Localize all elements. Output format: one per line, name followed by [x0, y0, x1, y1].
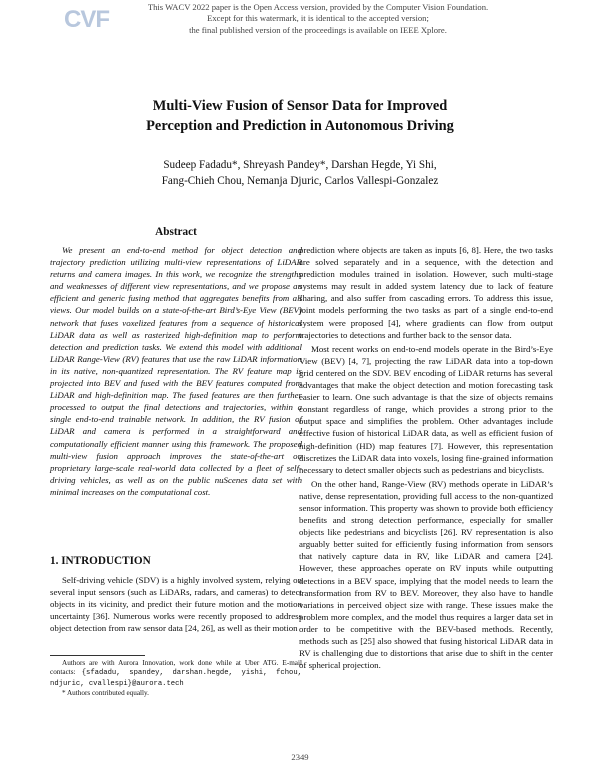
svg-text:CVF: CVF — [64, 6, 109, 31]
authors-line-1: Sudeep Fadadu*, Shreyash Pandey*, Darshan Hegde, Yi Shi, — [163, 159, 437, 171]
authors-line-2: Fang-Chieh Chou, Nemanja Djuric, Carlos Vallespi-Gonzalez — [161, 174, 439, 187]
right-paragraph-1: prediction where objects are taken as inputs [6, 8]. Here, the two tasks are solved separately and in a sequence, with the detection and prediction modules trained in isolation. However, such multi-stage systems may result in added system latency due to lack of feature sharing, and also suffer from cascading errors. To address this issue, joint models performing the two tasks as part of a single end-to-end system were proposed [4], where gradients can flow from output trajectories to detections and further back to the sensor data. — [299, 245, 553, 340]
cvf-logo — [64, 5, 116, 31]
title-line-1: Multi-View Fusion of Sensor Data for Improved — [152, 98, 448, 114]
page-number: 2349 — [291, 752, 309, 762]
footnote — [50, 659, 302, 699]
footnote-affiliation: Authors are with Aurora Innovation, work done while at Uber ATG. E-mail contacts: — [50, 659, 302, 677]
title-line-2: Perception and Prediction in Autonomous Driving — [146, 118, 454, 134]
footnote-equal-contribution: * Authors contributed equally. — [62, 689, 149, 698]
open-access-banner — [118, 2, 518, 36]
author-list — [0, 158, 600, 189]
banner-line-3: the final published version of the proceedings is available on IEEE Xplore. — [189, 24, 447, 35]
abstract-text: We present an end-to-end method for object detection and trajectory prediction utilizing multi-view representations of LiDAR returns and camera images. In this work, we recognize the strengths and weaknesses of different view representations, and we propose an efficient and generic fusing method that aggregates benefits from all views. Our model builds on a state-of-the-art Bird’s-Eye View (BEV) network that fuses voxelized features from a sequence of historical LiDAR data as well as rasterized high-definition map to perform detection and prediction tasks. We extend this model with additional LiDAR Range-View (RV) features that use the raw LiDAR information in its native, non-quantized representation. The RV feature map is projected into BEV and fused with the BEV features computed from LiDAR and high-definition map. The fused features are then further processed to output the final detections and trajectories, within a single end-to-end trainable network. In addition, the RV fusion of LiDAR and camera is performed in a straightforward and computationally efficient manner using this framework. The proposed multi-view fusion approach improves the state-of-the-art on proprietary large-scale real-world data collected by a fleet of self-driving vehicles, as well as on the public nuScenes data set with minimal increases on the computational cost. — [50, 245, 302, 497]
footnote-rule — [50, 655, 145, 656]
paper-title — [0, 96, 600, 136]
right-column — [299, 244, 553, 673]
introduction-heading: 1. INTRODUCTION — [50, 555, 151, 567]
banner-line-2: Except for this watermark, it is identical to the accepted version; — [207, 13, 429, 24]
introduction-paragraph: Self-driving vehicle (SDV) is a highly involved system, relying on several input sensors (such as LiDARs, radars, and cameras) to detect objects in its vicinity, and predict their future motion and the motion uncertainty [36]. Numerous works were recently proposed to address object detection from raw sensor data [24, 26], as well as their motion — [50, 575, 302, 634]
right-paragraph-3: On the other hand, Range-View (RV) methods operate in LiDAR’s native, dense representation, providing full access to the non-quantized sensor information. This property was shown to provide both efficiency benefits and strong detection performance, especially for smaller objects like pedestrians and bicyclists [26]. RV representation is also arguably better suited for efficiently fusing information from sensors that natively capture data in RV, like LiDAR and camera [24]. However, these approaches operate on RV inputs while outputting detections in a BEV space, implying that the model needs to learn the transformation from RV to BEV. Moreover, they also have to handle variations in perceived object size with range. These issues make the problem more complex, and the model thus requires a larger data set in order to be competitive with the BEV-based methods. Recently, methods such as [25] also showed that fusing historical LiDAR data in RV is challenging due to distortions that arise due to shift in the center of spherical projection. — [299, 478, 553, 671]
right-paragraph-2: Most recent works on end-to-end models operate in the Bird’s-Eye View (BEV) [4, 7], projecting the raw LiDAR data into a top-down grid centered on the SDV. BEV encoding of LiDAR returns has several advantages that make the object detection and motion forecasting task easier to learn. One such advantage is that the size of objects remains constant regardless of range, which provides a strong prior to the output space and simplifies the problem. Other advantages include effective fusion of historical LiDAR data, as well as efficient fusion of high-definition (HD) map features [7]. However, this representation discretizes the LiDAR data into voxels, losing fine-grained information necessary to detect smaller objects such as pedestrians and bicyclists. — [299, 343, 553, 475]
banner-line-1: This WACV 2022 paper is the Open Access version, provided by the Computer Vision Foundation. — [147, 2, 489, 12]
abstract-heading: Abstract — [155, 226, 197, 238]
footnote-emails: {sfadadu, spandey, darshan.hegde, yishi, fchou, ndjuric, cvallespi}@aurora.tech — [50, 669, 302, 688]
